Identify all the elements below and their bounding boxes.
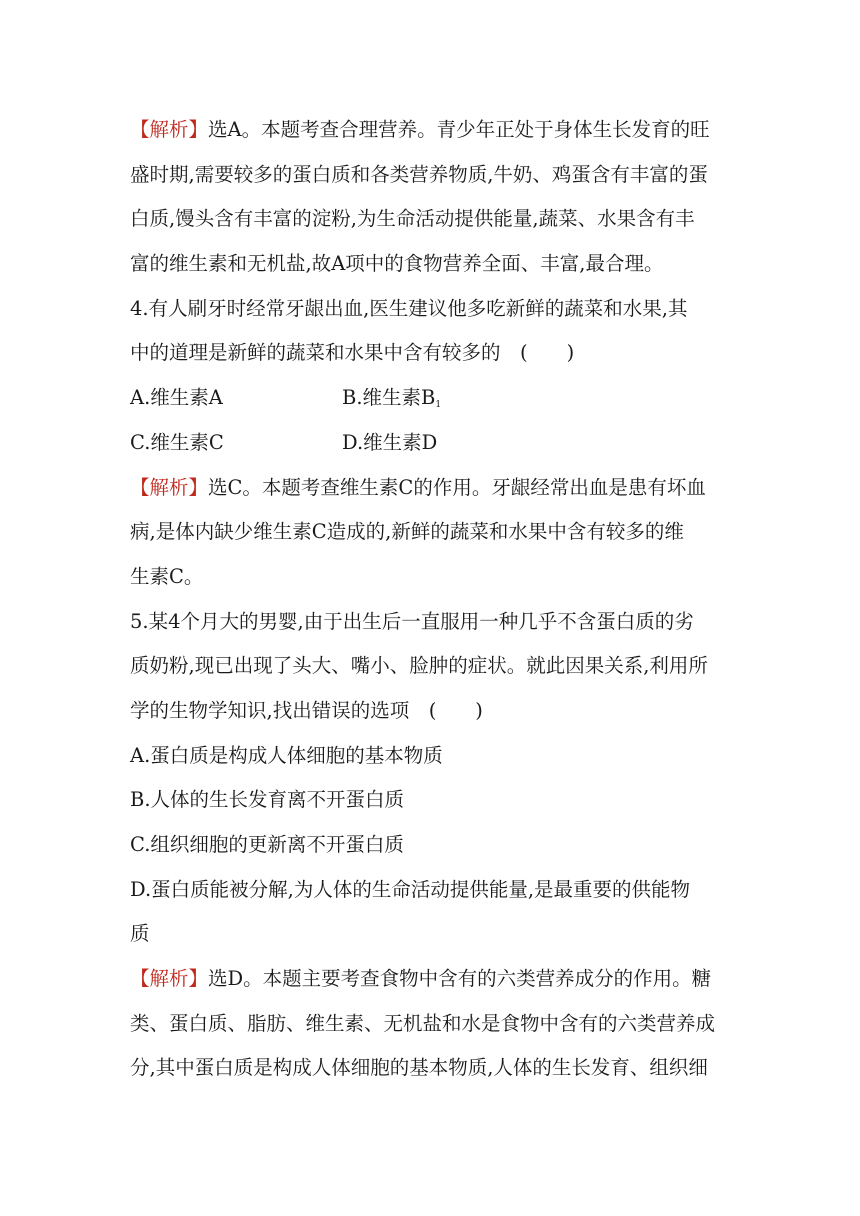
analysis-tag: 【解析】: [130, 967, 209, 990]
question-5-option-b: B.人体的生长发育离不开蛋白质: [130, 788, 405, 811]
question-5-option-d-line-2: 质: [130, 922, 150, 945]
answer-4-line-3: 生素C。: [130, 565, 204, 588]
analysis-tag: 【解析】: [130, 118, 209, 141]
answer-4-line-1: 【解析】选C。本题考查维生素C的作用。牙龈经常出血是患有坏血: [130, 476, 706, 499]
question-5-option-d-line-1: D.蛋白质能被分解,为人体的生命活动提供能量,是最重要的供能物: [130, 878, 691, 901]
answer-3-line-4: 富的维生素和无机盐,故A项中的食物营养全面、丰富,最合理。: [130, 252, 664, 275]
answer-5-line-2: 类、蛋白质、脂肪、维生素、无机盐和水是食物中含有的六类营养成: [130, 1012, 716, 1035]
question-5-line-1: 5.某4个月大的男婴,由于出生后一直服用一种几乎不含蛋白质的劣: [130, 610, 694, 633]
question-5-option-c: C.组织细胞的更新离不开蛋白质: [130, 833, 404, 856]
analysis-tag: 【解析】: [130, 476, 209, 499]
question-4-line-1: 4.有人刷牙时经常牙龈出血,医生建议他多吃新鲜的蔬菜和水果,其: [130, 297, 688, 320]
question-4-option-c: C.维生素C: [130, 431, 224, 454]
question-4-line-2: 中的道理是新鲜的蔬菜和水果中含有较多的 ( ): [130, 341, 575, 364]
answer-3-line-1: 【解析】选A。本题考查合理营养。青少年正处于身体生长发育的旺: [130, 118, 710, 141]
answer-3-line-2: 盛时期,需要较多的蛋白质和各类营养物质,牛奶、鸡蛋含有丰富的蛋: [130, 163, 708, 186]
question-4-option-d: D.维生素D: [342, 431, 438, 454]
answer-4-line-2: 病,是体内缺少维生素C造成的,新鲜的蔬菜和水果中含有较多的维: [130, 520, 684, 543]
question-5-line-2: 质奶粉,现已出现了头大、嘴小、脸肿的症状。就此因果关系,利用所: [130, 654, 708, 677]
answer-3-line-3: 白质,馒头含有丰富的淀粉,为生命活动提供能量,蔬菜、水果含有丰: [130, 207, 695, 230]
question-4-option-a: A.维生素A: [130, 386, 223, 409]
answer-5-line-1: 【解析】选D。本题主要考查食物中含有的六类营养成分的作用。糖: [130, 967, 712, 990]
question-4-option-b: B.维生素$B_1$: [342, 386, 442, 410]
question-5-option-a: A.蛋白质是构成人体细胞的基本物质: [130, 744, 443, 767]
answer-5-line-3: 分,其中蛋白质是构成人体细胞的基本物质,人体的生长发育、组织细: [130, 1056, 708, 1079]
question-5-line-3: 学的生物学知识,找出错误的选项 ( ): [130, 699, 483, 722]
